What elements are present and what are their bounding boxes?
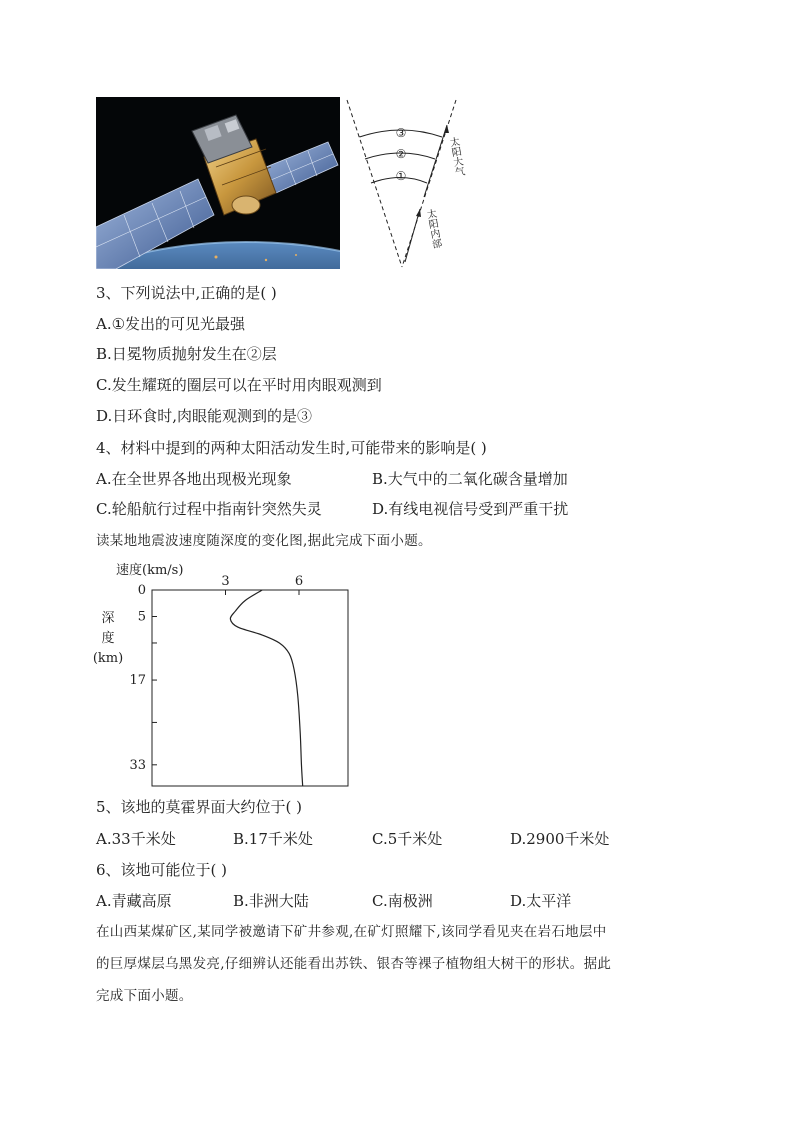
y-tick-label: 5 — [137, 609, 146, 625]
question-3-stem: 3、下列说法中,正确的是( ) — [96, 284, 277, 302]
layer-label-3: ③ — [395, 126, 407, 140]
plot-frame — [152, 590, 348, 786]
seismic-intro: 读某地地震波速度随深度的变化图,据此完成下面小题。 — [96, 533, 432, 549]
question-3-option-d[interactable]: D.日环食时,肉眼能观测到的是③ — [96, 407, 313, 425]
satellite-photo — [96, 97, 340, 269]
question-3-option-a[interactable]: A.①发出的可见光最强 — [96, 315, 246, 333]
label-solar-atmosphere: 太阳大气 — [446, 136, 465, 178]
x-tick-label: 6 — [294, 574, 304, 589]
layer-label-2: ② — [395, 147, 407, 161]
label-solar-interior: 太阳内部 — [423, 208, 442, 250]
passage-line-1: 在山西某煤矿区,某同学被邀请下矿井参观,在矿灯照耀下,该同学看见夹在岩石地层中 — [96, 924, 607, 940]
sun-layers-diagram — [340, 97, 470, 272]
y-axis-label-part: 深 — [101, 611, 115, 626]
question-6-option-d[interactable]: D.太平洋 — [510, 892, 572, 910]
question-4-stem: 4、材料中提到的两种太阳活动发生时,可能带来的影响是( ) — [96, 439, 487, 457]
question-5-stem: 5、该地的莫霍界面大约位于( ) — [96, 798, 303, 816]
seismic-chart-svg — [90, 556, 360, 792]
y-tick-label: 33 — [129, 757, 146, 773]
question-5-option-a[interactable]: A.33千米处 — [96, 830, 176, 848]
y-tick-label: 0 — [137, 583, 146, 598]
question-4-option-d[interactable]: D.有线电视信号受到严重干扰 — [372, 500, 569, 518]
question-6-stem: 6、该地可能位于( ) — [96, 861, 228, 879]
question-3-option-b[interactable]: B.日冕物质抛射发生在②层 — [96, 345, 277, 363]
y-axis-label-part: 度 — [101, 631, 115, 646]
velocity-curve — [230, 590, 302, 786]
question-5-option-d[interactable]: D.2900千米处 — [510, 830, 610, 848]
question-4-option-c[interactable]: C.轮船航行过程中指南针突然失灵 — [96, 500, 322, 518]
question-6-option-b[interactable]: B.非洲大陆 — [233, 892, 309, 910]
question-5-option-c[interactable]: C.5千米处 — [372, 830, 443, 848]
x-axis-label: 速度(km/s) — [116, 563, 184, 578]
layer-label-1: ① — [395, 169, 407, 183]
x-tick-label: 3 — [221, 574, 230, 589]
question-6-option-a[interactable]: A.青藏高原 — [96, 892, 172, 910]
question-4-option-b[interactable]: B.大气中的二氧化碳含量增加 — [372, 470, 568, 488]
seismic-chart — [90, 556, 360, 792]
question-5-option-b[interactable]: B.17千米处 — [233, 830, 313, 848]
passage-line-3: 完成下面小题。 — [96, 988, 193, 1004]
y-axis-label-part: (km) — [92, 651, 124, 666]
question-6-option-c[interactable]: C.南极洲 — [372, 892, 433, 910]
question-4-option-a[interactable]: A.在全世界各地出现极光现象 — [96, 470, 292, 488]
y-tick-label: 17 — [129, 673, 146, 689]
passage-line-2: 的巨厚煤层乌黑发亮,仔细辨认还能看出苏铁、银杏等裸子植物组大树干的形状。据此 — [96, 956, 612, 972]
question-3-option-c[interactable]: C.发生耀斑的圈层可以在平时用肉眼观测到 — [96, 376, 382, 394]
